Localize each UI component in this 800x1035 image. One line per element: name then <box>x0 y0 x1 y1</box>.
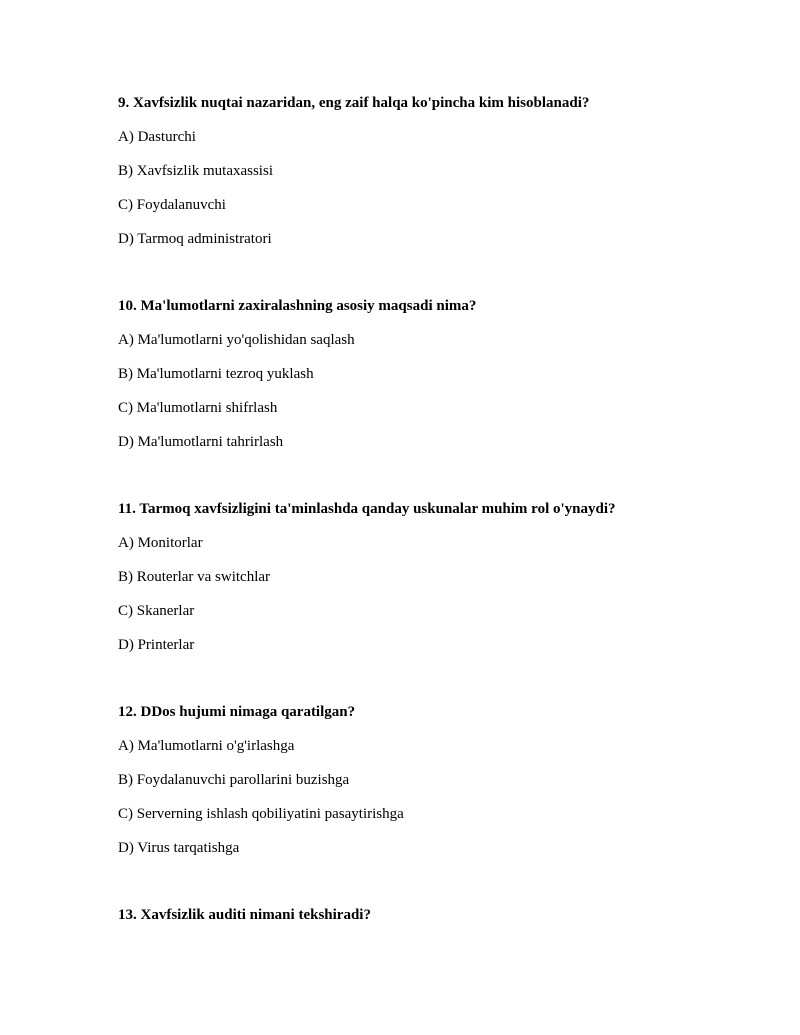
answer-option: B) Xavfsizlik mutaxassisi <box>118 163 273 179</box>
answer-option: A) Monitorlar <box>118 535 203 551</box>
answer-option: A) Ma'lumotlarni yo'qolishidan saqlash <box>118 332 355 348</box>
question-title: 12. DDos hujumi nimaga qaratilgan? <box>118 704 356 720</box>
answer-option: B) Routerlar va switchlar <box>118 569 271 585</box>
answer-option: D) Ma'lumotlarni tahrirlash <box>118 434 284 450</box>
question-9 <box>118 93 758 249</box>
question-10 <box>118 296 758 452</box>
question-13 <box>118 905 758 925</box>
answer-option: C) Foydalanuvchi <box>118 197 226 213</box>
question-11 <box>118 499 758 655</box>
answer-option: B) Ma'lumotlarni tezroq yuklash <box>118 366 314 382</box>
answer-option: A) Dasturchi <box>118 129 196 145</box>
answer-option: C) Ma'lumotlarni shifrlash <box>118 400 278 416</box>
answer-option: D) Printerlar <box>118 637 195 653</box>
question-12 <box>118 702 758 858</box>
answer-option: C) Skanerlar <box>118 603 195 619</box>
answer-option: D) Virus tarqatishga <box>118 840 240 856</box>
answer-option: C) Serverning ishlash qobiliyatini pasaytirishga <box>118 806 404 822</box>
answer-option: B) Foydalanuvchi parollarini buzishga <box>118 772 350 788</box>
answer-option: A) Ma'lumotlarni o'g'irlashga <box>118 738 295 754</box>
question-title: 13. Xavfsizlik auditi nimani tekshiradi? <box>118 907 371 923</box>
question-title: 9. Xavfsizlik nuqtai nazaridan, eng zaif halqa ko'pincha kim hisoblanadi? <box>118 95 590 111</box>
answer-option: D) Tarmoq administratori <box>118 231 272 247</box>
question-title: 10. Ma'lumotlarni zaxiralashning asosiy maqsadi nima? <box>118 298 477 314</box>
question-title: 11. Tarmoq xavfsizligini ta'minlashda qanday uskunalar muhim rol o'ynaydi? <box>118 501 616 517</box>
